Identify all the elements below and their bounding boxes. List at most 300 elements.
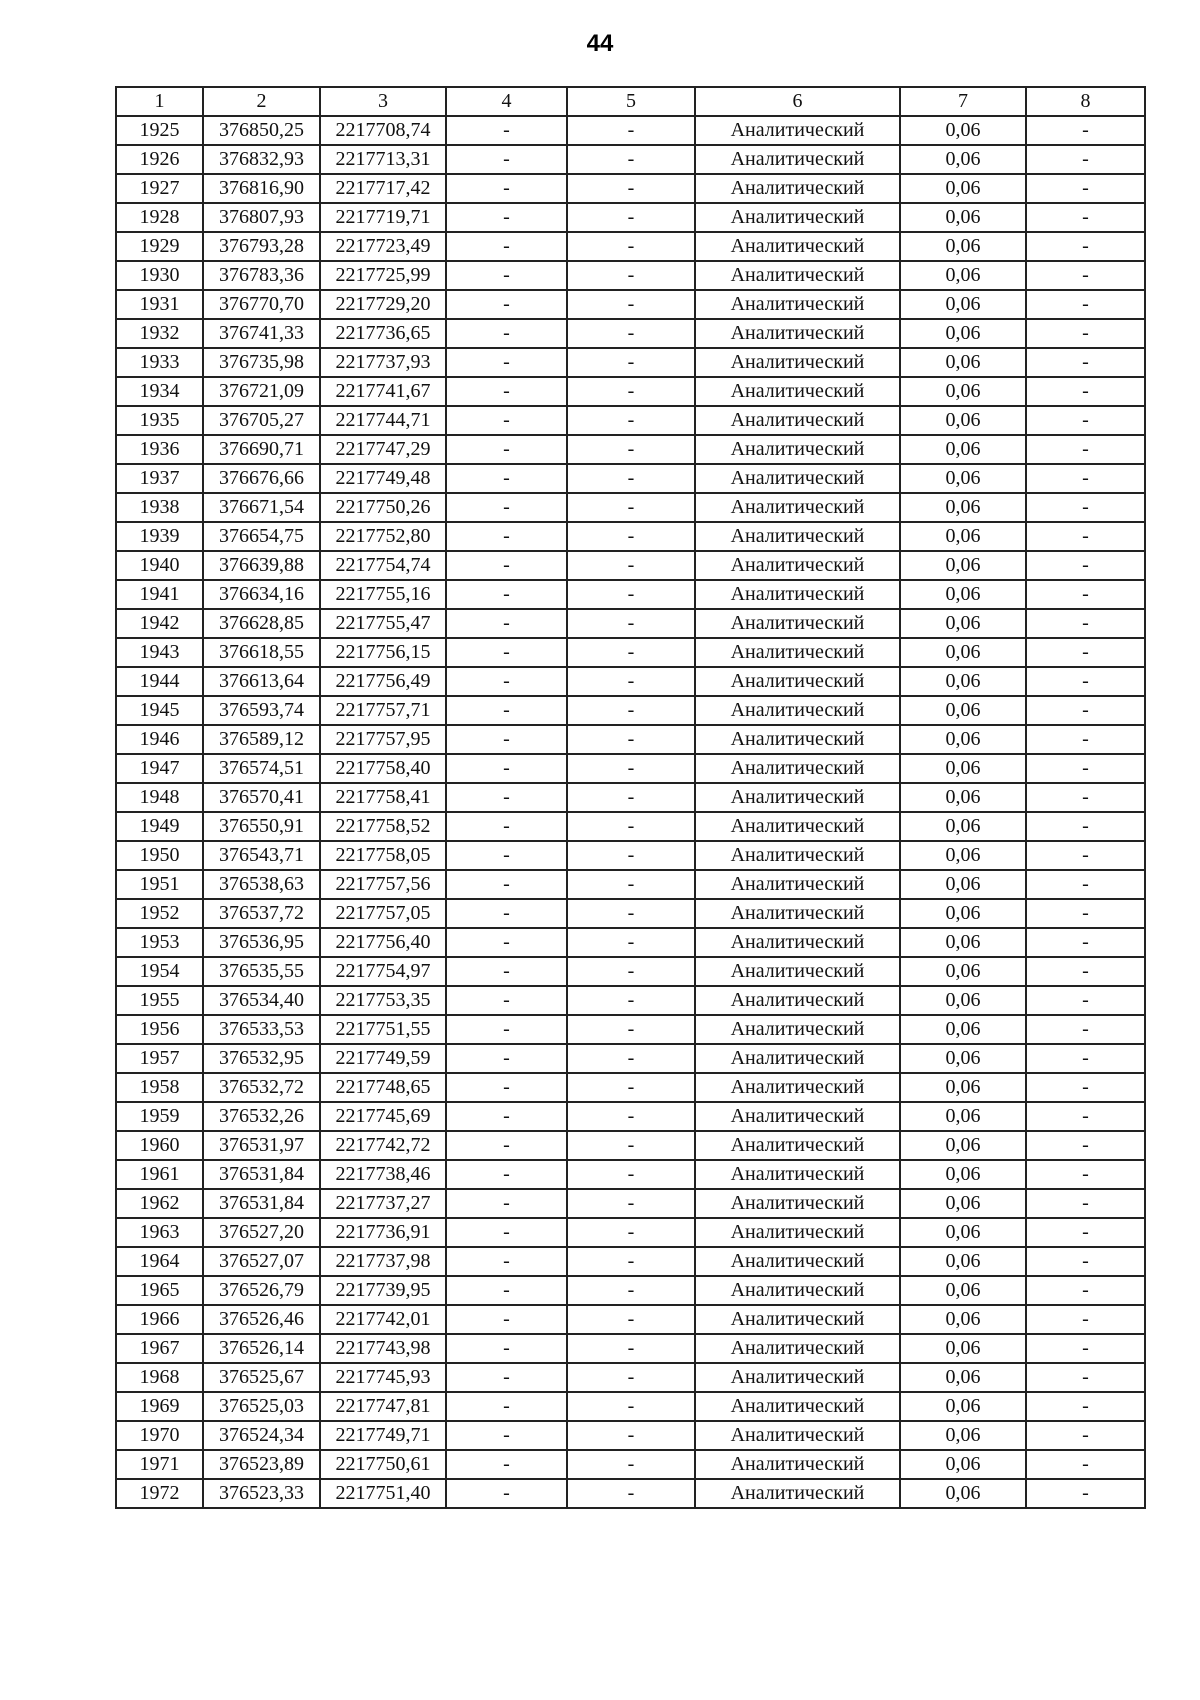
table-cell: 1938 [116, 493, 203, 522]
table-row [116, 725, 1145, 754]
table-cell: - [446, 348, 567, 377]
table-cell: - [1026, 290, 1145, 319]
table-cell: 1948 [116, 783, 203, 812]
table-cell: 2217757,56 [320, 870, 446, 899]
table-cell: - [1026, 1276, 1145, 1305]
table-cell: - [446, 174, 567, 203]
table-cell: 1940 [116, 551, 203, 580]
table-cell: - [567, 1305, 695, 1334]
table-cell: 2217756,15 [320, 638, 446, 667]
table-cell: 376593,74 [203, 696, 320, 725]
table-cell: - [446, 638, 567, 667]
table-cell: 376523,89 [203, 1450, 320, 1479]
table-cell: 1964 [116, 1247, 203, 1276]
table-cell: - [1026, 1421, 1145, 1450]
table-cell: - [567, 841, 695, 870]
table-cell: 0,06 [900, 1479, 1026, 1508]
table-cell: 0,06 [900, 1363, 1026, 1392]
table-cell: - [1026, 319, 1145, 348]
table-row [116, 203, 1145, 232]
table-cell: Аналитический [695, 1131, 900, 1160]
table-cell: - [446, 116, 567, 145]
table-cell: Аналитический [695, 899, 900, 928]
table-cell: 0,06 [900, 261, 1026, 290]
table-cell: 376721,09 [203, 377, 320, 406]
table-cell: 1934 [116, 377, 203, 406]
table-cell: Аналитический [695, 319, 900, 348]
table-cell: - [446, 812, 567, 841]
table-cell: - [446, 145, 567, 174]
table-row [116, 1218, 1145, 1247]
table-row [116, 696, 1145, 725]
table-row [116, 754, 1145, 783]
table-cell: 2217756,40 [320, 928, 446, 957]
table-cell: 376525,67 [203, 1363, 320, 1392]
table-cell: - [567, 1218, 695, 1247]
table-cell: - [1026, 145, 1145, 174]
table-cell: - [446, 1131, 567, 1160]
table-cell: 0,06 [900, 174, 1026, 203]
table-row [116, 435, 1145, 464]
table-cell: 2217758,05 [320, 841, 446, 870]
table-cell: - [1026, 1247, 1145, 1276]
table-body [116, 116, 1145, 1508]
table-cell: - [567, 986, 695, 1015]
table-cell: 0,06 [900, 899, 1026, 928]
table-cell: 376526,14 [203, 1334, 320, 1363]
table-cell: 1926 [116, 145, 203, 174]
table-cell: - [567, 319, 695, 348]
table-cell: 376533,53 [203, 1015, 320, 1044]
table-cell: - [446, 319, 567, 348]
table-cell: - [446, 1305, 567, 1334]
table-cell: Аналитический [695, 1363, 900, 1392]
table-cell: 1963 [116, 1218, 203, 1247]
table-cell: 376671,54 [203, 493, 320, 522]
table-cell: 1950 [116, 841, 203, 870]
table-cell: 2217750,26 [320, 493, 446, 522]
table-cell: - [567, 348, 695, 377]
table-cell: 0,06 [900, 783, 1026, 812]
table-row [116, 1450, 1145, 1479]
table-cell: - [567, 493, 695, 522]
table-cell: 2217725,99 [320, 261, 446, 290]
table-cell: 1972 [116, 1479, 203, 1508]
table-cell: Аналитический [695, 812, 900, 841]
table-cell: - [446, 1450, 567, 1479]
table-cell: - [567, 1421, 695, 1450]
table-row [116, 783, 1145, 812]
table-cell: 0,06 [900, 1015, 1026, 1044]
table-cell: - [446, 1479, 567, 1508]
page-number: 44 [586, 30, 614, 57]
table-cell: - [1026, 812, 1145, 841]
table-cell: - [567, 1363, 695, 1392]
table-cell: 2217747,29 [320, 435, 446, 464]
table-cell: 0,06 [900, 1131, 1026, 1160]
table-cell: 376543,71 [203, 841, 320, 870]
table-cell: 376705,27 [203, 406, 320, 435]
table-cell: - [567, 1276, 695, 1305]
table-cell: Аналитический [695, 667, 900, 696]
table-cell: Аналитический [695, 1015, 900, 1044]
table-cell: - [446, 1015, 567, 1044]
table-cell: - [446, 1160, 567, 1189]
table-cell: 1971 [116, 1450, 203, 1479]
table-cell: - [1026, 899, 1145, 928]
table-cell: 0,06 [900, 812, 1026, 841]
table-cell: 2217737,27 [320, 1189, 446, 1218]
table-row [116, 1276, 1145, 1305]
table-cell: Аналитический [695, 957, 900, 986]
table-cell: Аналитический [695, 696, 900, 725]
table-cell: 2217717,42 [320, 174, 446, 203]
table-cell: - [1026, 1479, 1145, 1508]
table-cell: - [567, 609, 695, 638]
table-cell: 0,06 [900, 986, 1026, 1015]
table-cell: - [446, 1044, 567, 1073]
table-cell: - [1026, 1073, 1145, 1102]
table-cell: - [1026, 551, 1145, 580]
table-cell: - [446, 667, 567, 696]
table-cell: 2217744,71 [320, 406, 446, 435]
table-cell: 2217741,67 [320, 377, 446, 406]
table-cell: Аналитический [695, 1334, 900, 1363]
table-cell: 0,06 [900, 638, 1026, 667]
table-cell: Аналитический [695, 1102, 900, 1131]
table-cell: 376676,66 [203, 464, 320, 493]
table-cell: 2217758,52 [320, 812, 446, 841]
table-cell: Аналитический [695, 232, 900, 261]
table-cell: - [567, 1392, 695, 1421]
table-cell: 376523,33 [203, 1479, 320, 1508]
table-cell: 1937 [116, 464, 203, 493]
table-cell: 2217747,81 [320, 1392, 446, 1421]
table-cell: - [567, 696, 695, 725]
table-cell: Аналитический [695, 290, 900, 319]
table-cell: 1943 [116, 638, 203, 667]
table-cell: 376690,71 [203, 435, 320, 464]
table-cell: 2217758,41 [320, 783, 446, 812]
table-cell: Аналитический [695, 1276, 900, 1305]
table-cell: - [1026, 870, 1145, 899]
table-cell: - [567, 464, 695, 493]
table-row [116, 406, 1145, 435]
table-cell: 2217737,93 [320, 348, 446, 377]
table-cell: - [1026, 435, 1145, 464]
table-cell: - [1026, 986, 1145, 1015]
table-cell: - [567, 1073, 695, 1102]
table-cell: - [567, 957, 695, 986]
table-cell: - [446, 1073, 567, 1102]
table-cell: 2217736,91 [320, 1218, 446, 1247]
table-cell: Аналитический [695, 725, 900, 754]
table-cell: 2217750,61 [320, 1450, 446, 1479]
table-row [116, 609, 1145, 638]
table-cell: 0,06 [900, 1073, 1026, 1102]
table-cell: 0,06 [900, 725, 1026, 754]
table-cell: Аналитический [695, 522, 900, 551]
table-cell: Аналитический [695, 493, 900, 522]
table-cell: - [567, 928, 695, 957]
table-cell: 2217757,95 [320, 725, 446, 754]
table-cell: 0,06 [900, 145, 1026, 174]
table-row [116, 1479, 1145, 1508]
table-cell: 376816,90 [203, 174, 320, 203]
table-cell: 1942 [116, 609, 203, 638]
table-row [116, 493, 1145, 522]
table-cell: - [446, 928, 567, 957]
table-cell: 376793,28 [203, 232, 320, 261]
table-cell: 376525,03 [203, 1392, 320, 1421]
table-cell: 0,06 [900, 493, 1026, 522]
table-cell: 0,06 [900, 696, 1026, 725]
table-row [116, 899, 1145, 928]
table-cell: - [446, 551, 567, 580]
table-cell: - [446, 435, 567, 464]
table-cell: - [567, 580, 695, 609]
table-cell: 0,06 [900, 1305, 1026, 1334]
column-header: 4 [446, 87, 567, 116]
coordinates-table [115, 86, 1146, 1509]
table-cell: 1935 [116, 406, 203, 435]
table-cell: Аналитический [695, 928, 900, 957]
table-cell: 2217756,49 [320, 667, 446, 696]
table-cell: - [446, 1421, 567, 1450]
table-cell: Аналитический [695, 1218, 900, 1247]
table-cell: 2217749,59 [320, 1044, 446, 1073]
table-cell: - [446, 1392, 567, 1421]
table-cell: Аналитический [695, 174, 900, 203]
table-cell: 1959 [116, 1102, 203, 1131]
table-cell: - [446, 609, 567, 638]
table-row [116, 1189, 1145, 1218]
table-row [116, 957, 1145, 986]
table-cell: - [446, 1218, 567, 1247]
column-header: 2 [203, 87, 320, 116]
table-cell: 1933 [116, 348, 203, 377]
table-cell: 376741,33 [203, 319, 320, 348]
table-cell: - [446, 754, 567, 783]
table-cell: 2217729,20 [320, 290, 446, 319]
table-cell: 1945 [116, 696, 203, 725]
table-cell: 376832,93 [203, 145, 320, 174]
table-cell: 376807,93 [203, 203, 320, 232]
table-cell: Аналитический [695, 841, 900, 870]
table-cell: Аналитический [695, 435, 900, 464]
table-cell: 376783,36 [203, 261, 320, 290]
table-cell: - [567, 145, 695, 174]
column-header: 5 [567, 87, 695, 116]
table-row [116, 928, 1145, 957]
table-cell: 2217748,65 [320, 1073, 446, 1102]
table-cell: Аналитический [695, 1450, 900, 1479]
table-cell: 376618,55 [203, 638, 320, 667]
table-row [116, 464, 1145, 493]
table-cell: - [1026, 232, 1145, 261]
table-cell: 0,06 [900, 406, 1026, 435]
table-cell: Аналитический [695, 1421, 900, 1450]
table-cell: - [567, 116, 695, 145]
table-cell: 1966 [116, 1305, 203, 1334]
table-cell: 1953 [116, 928, 203, 957]
table-cell: - [1026, 1363, 1145, 1392]
table-row [116, 1044, 1145, 1073]
table-cell: - [446, 725, 567, 754]
table-cell: - [1026, 116, 1145, 145]
table-cell: 0,06 [900, 522, 1026, 551]
table-cell: 376550,91 [203, 812, 320, 841]
table-row [116, 1160, 1145, 1189]
table-header-row [116, 87, 1145, 116]
table-cell: 0,06 [900, 841, 1026, 870]
table-row [116, 116, 1145, 145]
table-cell: - [446, 1247, 567, 1276]
table-cell: 1944 [116, 667, 203, 696]
table-cell: - [446, 1276, 567, 1305]
table-cell: 376538,63 [203, 870, 320, 899]
table-cell: - [567, 1044, 695, 1073]
table-cell: - [567, 783, 695, 812]
table-cell: 0,06 [900, 319, 1026, 348]
table-cell: 376537,72 [203, 899, 320, 928]
table-cell: - [446, 232, 567, 261]
column-header: 1 [116, 87, 203, 116]
table-cell: 2217745,69 [320, 1102, 446, 1131]
table-row [116, 580, 1145, 609]
table-row [116, 1363, 1145, 1392]
table-cell: - [1026, 957, 1145, 986]
table-cell: 0,06 [900, 435, 1026, 464]
table-row [116, 377, 1145, 406]
table-cell: Аналитический [695, 1044, 900, 1073]
table-cell: 0,06 [900, 464, 1026, 493]
table-cell: 2217736,65 [320, 319, 446, 348]
table-cell: 376526,79 [203, 1276, 320, 1305]
table-cell: 0,06 [900, 870, 1026, 899]
table-cell: 1928 [116, 203, 203, 232]
table-cell: 376589,12 [203, 725, 320, 754]
table-cell: - [1026, 754, 1145, 783]
table-cell: 376527,07 [203, 1247, 320, 1276]
table-cell: 0,06 [900, 1421, 1026, 1450]
table-cell: - [567, 1102, 695, 1131]
table-row [116, 232, 1145, 261]
table-cell: 2217749,48 [320, 464, 446, 493]
table-cell: 0,06 [900, 1247, 1026, 1276]
table-cell: Аналитический [695, 1073, 900, 1102]
table-cell: Аналитический [695, 638, 900, 667]
table-cell: Аналитический [695, 870, 900, 899]
table-cell: 1931 [116, 290, 203, 319]
table-cell: 376531,84 [203, 1160, 320, 1189]
table-cell: 376634,16 [203, 580, 320, 609]
table-cell: - [1026, 1305, 1145, 1334]
table-cell: 376536,95 [203, 928, 320, 957]
table-row [116, 145, 1145, 174]
table-cell: - [567, 377, 695, 406]
table-cell: 0,06 [900, 203, 1026, 232]
table-row [116, 1392, 1145, 1421]
table-cell: - [567, 1247, 695, 1276]
table-cell: 376570,41 [203, 783, 320, 812]
table-cell: 376531,97 [203, 1131, 320, 1160]
table-cell: - [567, 1131, 695, 1160]
table-cell: - [446, 580, 567, 609]
table-cell: Аналитический [695, 609, 900, 638]
table-cell: - [1026, 1189, 1145, 1218]
table-cell: 0,06 [900, 116, 1026, 145]
table-cell: Аналитический [695, 261, 900, 290]
table-cell: - [567, 725, 695, 754]
table-cell: Аналитический [695, 145, 900, 174]
table-cell: 1960 [116, 1131, 203, 1160]
table-cell: 376735,98 [203, 348, 320, 377]
table-cell: 0,06 [900, 754, 1026, 783]
table-cell: - [1026, 638, 1145, 667]
table-cell: - [1026, 1015, 1145, 1044]
table-cell: 0,06 [900, 1189, 1026, 1218]
table-cell: 1969 [116, 1392, 203, 1421]
table-row [116, 812, 1145, 841]
table-cell: 1949 [116, 812, 203, 841]
table-cell: - [567, 1189, 695, 1218]
table-cell: - [1026, 667, 1145, 696]
table-cell: - [1026, 493, 1145, 522]
table-cell: - [1026, 1392, 1145, 1421]
table-cell: 1936 [116, 435, 203, 464]
table-cell: 0,06 [900, 1044, 1026, 1073]
table-cell: 2217742,72 [320, 1131, 446, 1160]
table-cell: 1930 [116, 261, 203, 290]
table-cell: 2217752,80 [320, 522, 446, 551]
table-cell: Аналитический [695, 1160, 900, 1189]
column-header: 6 [695, 87, 900, 116]
table-cell: - [567, 1160, 695, 1189]
table-cell: 2217737,98 [320, 1247, 446, 1276]
table-cell: Аналитический [695, 1189, 900, 1218]
table-row [116, 1247, 1145, 1276]
table-cell: - [567, 667, 695, 696]
table-cell: 376526,46 [203, 1305, 320, 1334]
table-cell: 0,06 [900, 1392, 1026, 1421]
table-cell: - [446, 290, 567, 319]
table-cell: - [567, 232, 695, 261]
table-row [116, 667, 1145, 696]
table-cell: Аналитический [695, 377, 900, 406]
table-cell: - [446, 522, 567, 551]
table-cell: 1951 [116, 870, 203, 899]
table-cell: - [567, 406, 695, 435]
table-cell: - [446, 899, 567, 928]
table-cell: - [567, 290, 695, 319]
table-cell: 2217713,31 [320, 145, 446, 174]
table-cell: - [1026, 928, 1145, 957]
table-cell: 0,06 [900, 667, 1026, 696]
table-cell: - [1026, 522, 1145, 551]
table-cell: 376531,84 [203, 1189, 320, 1218]
table-cell: 376639,88 [203, 551, 320, 580]
table-cell: 1967 [116, 1334, 203, 1363]
table-cell: - [446, 841, 567, 870]
table-row [116, 551, 1145, 580]
table-cell: 2217754,74 [320, 551, 446, 580]
table-cell: Аналитический [695, 1392, 900, 1421]
table-cell: 376532,72 [203, 1073, 320, 1102]
table-cell: 376535,55 [203, 957, 320, 986]
table-cell: 0,06 [900, 551, 1026, 580]
table-cell: 1952 [116, 899, 203, 928]
